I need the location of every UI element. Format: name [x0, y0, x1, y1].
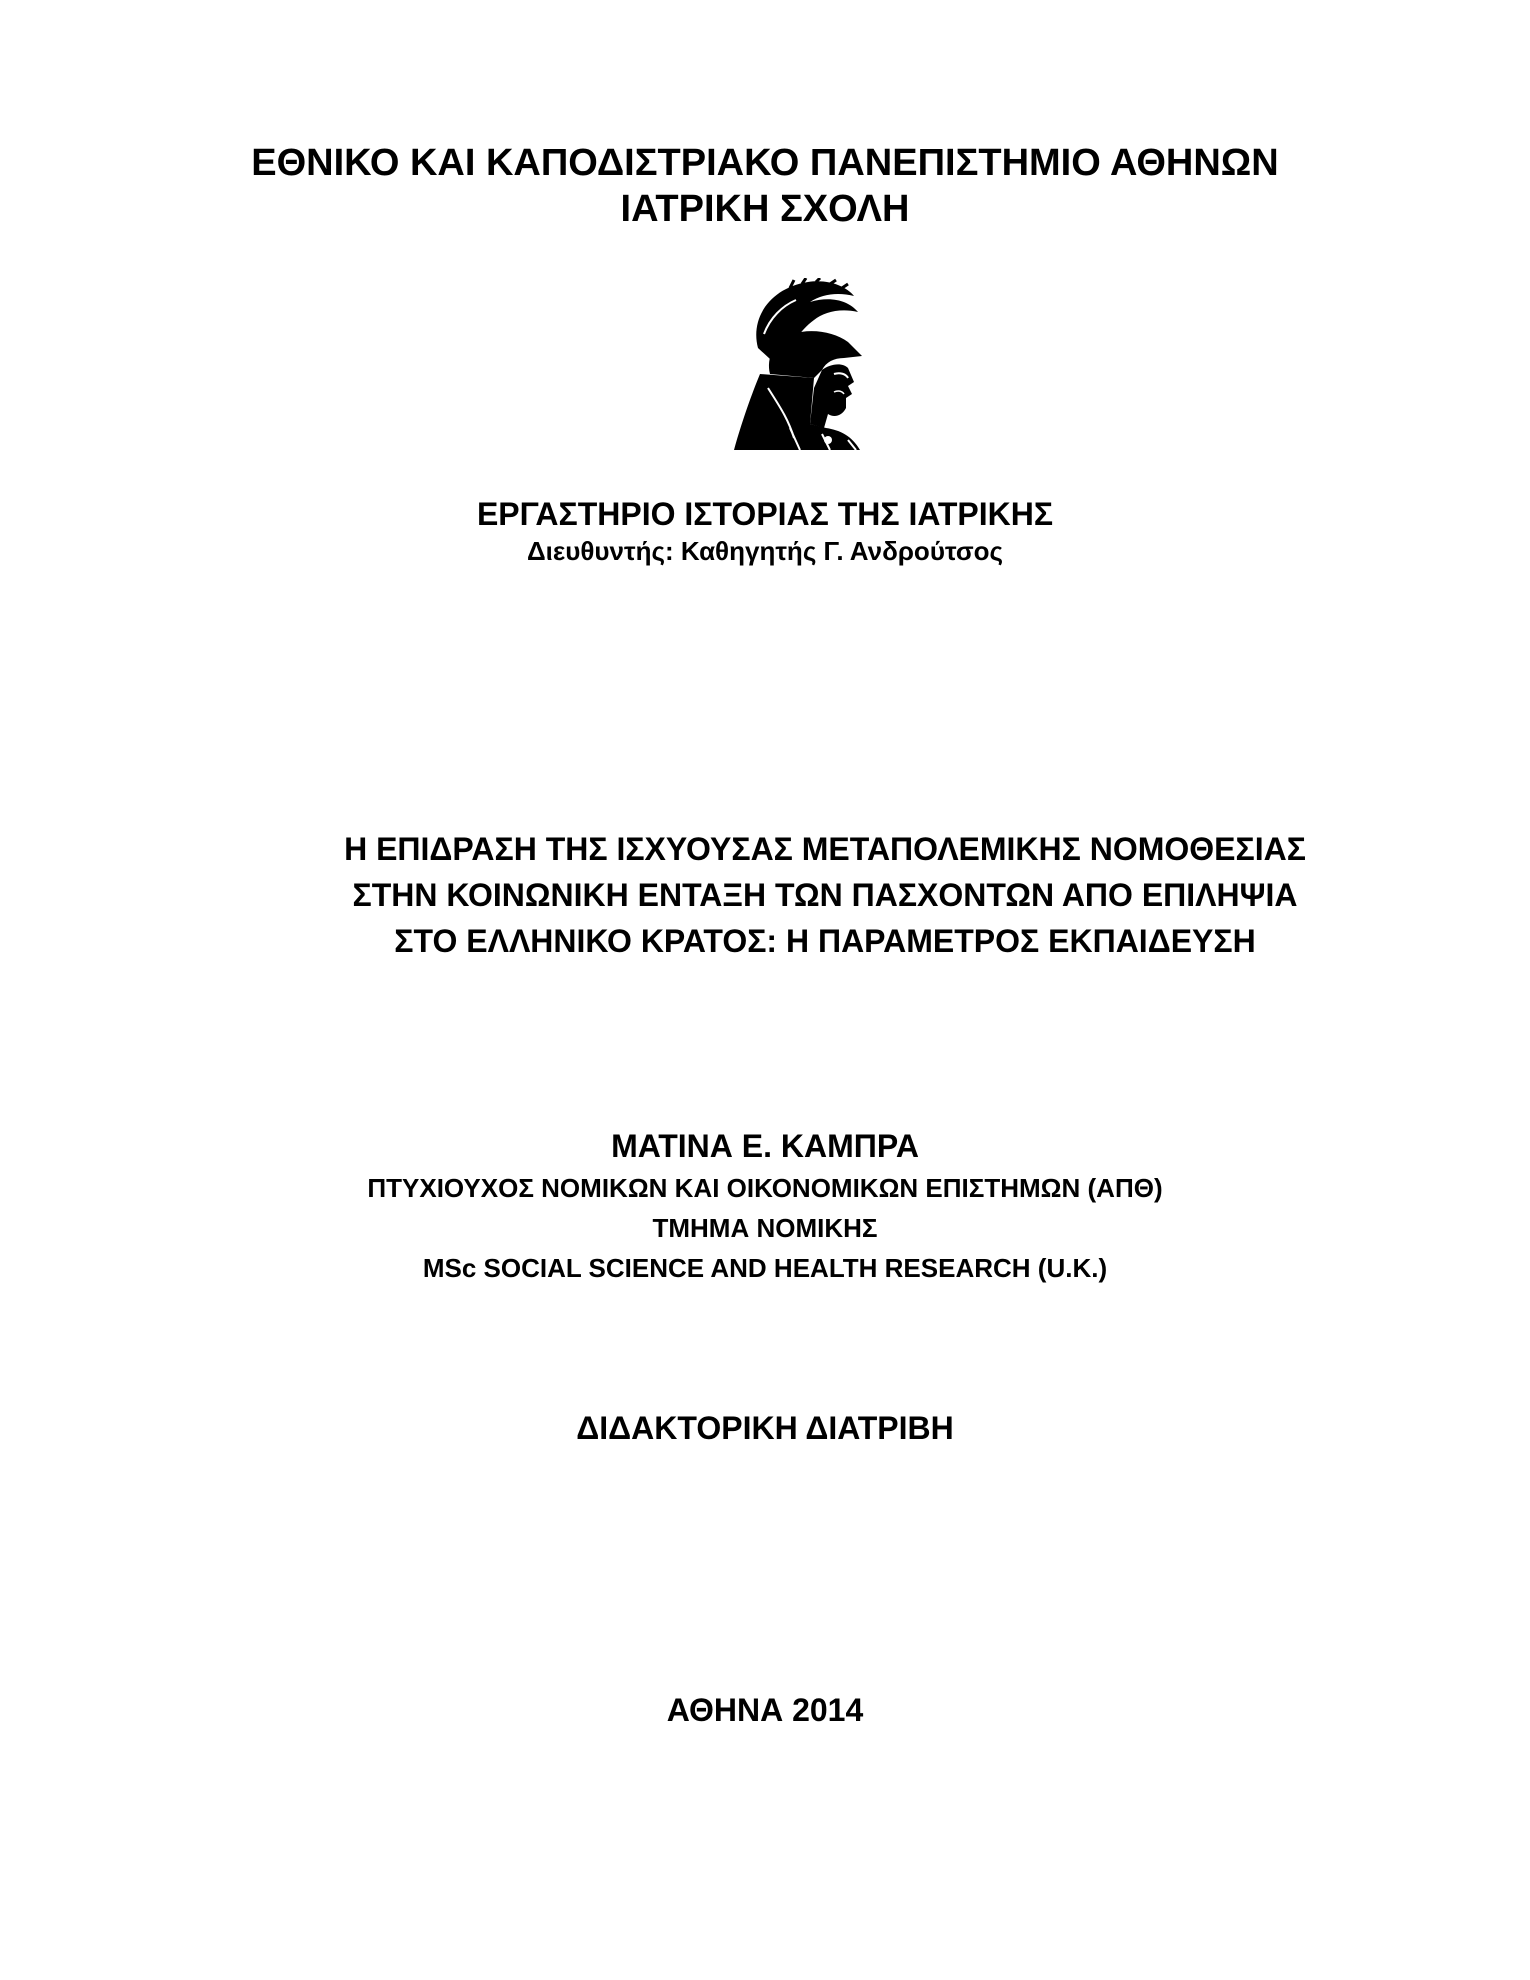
author-block [0, 1124, 1530, 1288]
author-credential: ΠΤΥΧΙΟΥΧΟΣ ΝΟΜΙΚΩΝ ΚΑΙ ΟΙΚΟΝΟΜΙΚΩΝ ΕΠΙΣΤΗΜΩΝ (ΑΠΘ) [367, 1173, 1163, 1203]
athena-helmet-logo-icon [730, 278, 890, 454]
author-credential: MSc SOCIAL SCIENCE AND HEALTH RESEARCH (U.K.) [422, 1253, 1108, 1283]
document-type: ΔΙΔΑΚΤΟΡΙΚΗ ΔΙΑΤΡΙΒΗ [576, 1410, 954, 1446]
thesis-title [60, 826, 1530, 964]
author-credential: ΤΜΗΜΑ ΝΟΜΙΚΗΣ [652, 1213, 878, 1243]
thesis-title-line: ΣΤΟ ΕΛΛΗΝΙΚΟ ΚΡΑΤΟΣ: Η ΠΑΡΑΜΕΤΡΟΣ ΕΚΠΑΙΔΕΥΣΗ [394, 923, 1256, 959]
university-name: ΕΘΝΙΚΟ ΚΑΙ ΚΑΠΟΔΙΣΤΡΙΑΚΟ ΠΑΝΕΠΙΣΤΗΜΙΟ ΑΘΗΝΩΝ [251, 142, 1279, 184]
thesis-title-line: Η ΕΠΙΔΡΑΣΗ ΤΗΣ ΙΣΧΥΟΥΣΑΣ ΜΕΤΑΠΟΛΕΜΙΚΗΣ ΝΟΜΟΘΕΣΙΑΣ [344, 831, 1306, 867]
thesis-title-line: ΣΤΗΝ ΚΟΙΝΩΝΙΚΗ ΕΝΤΑΞΗ ΤΩΝ ΠΑΣΧΟΝΤΩΝ ΑΠΟ ΕΠΙΛΗΨΙΑ [352, 877, 1298, 913]
laboratory-name: ΕΡΓΑΣΤΗΡΙΟ ΙΣΤΟΡΙΑΣ ΤΗΣ ΙΑΤΡΙΚΗΣ [476, 496, 1054, 532]
author-name: ΜΑΤΙΝΑ Ε. ΚΑΜΠΡΑ [611, 1128, 919, 1164]
university-header [0, 140, 1530, 232]
school-name: ΙΑΤΡΙΚΗ ΣΧΟΛΗ [620, 188, 910, 230]
laboratory-director: Διευθυντής: Καθηγητής Γ. Ανδρούτσος [526, 536, 1004, 566]
place-year: ΑΘΗΝΑ 2014 [666, 1692, 864, 1728]
laboratory-block [0, 494, 1530, 568]
